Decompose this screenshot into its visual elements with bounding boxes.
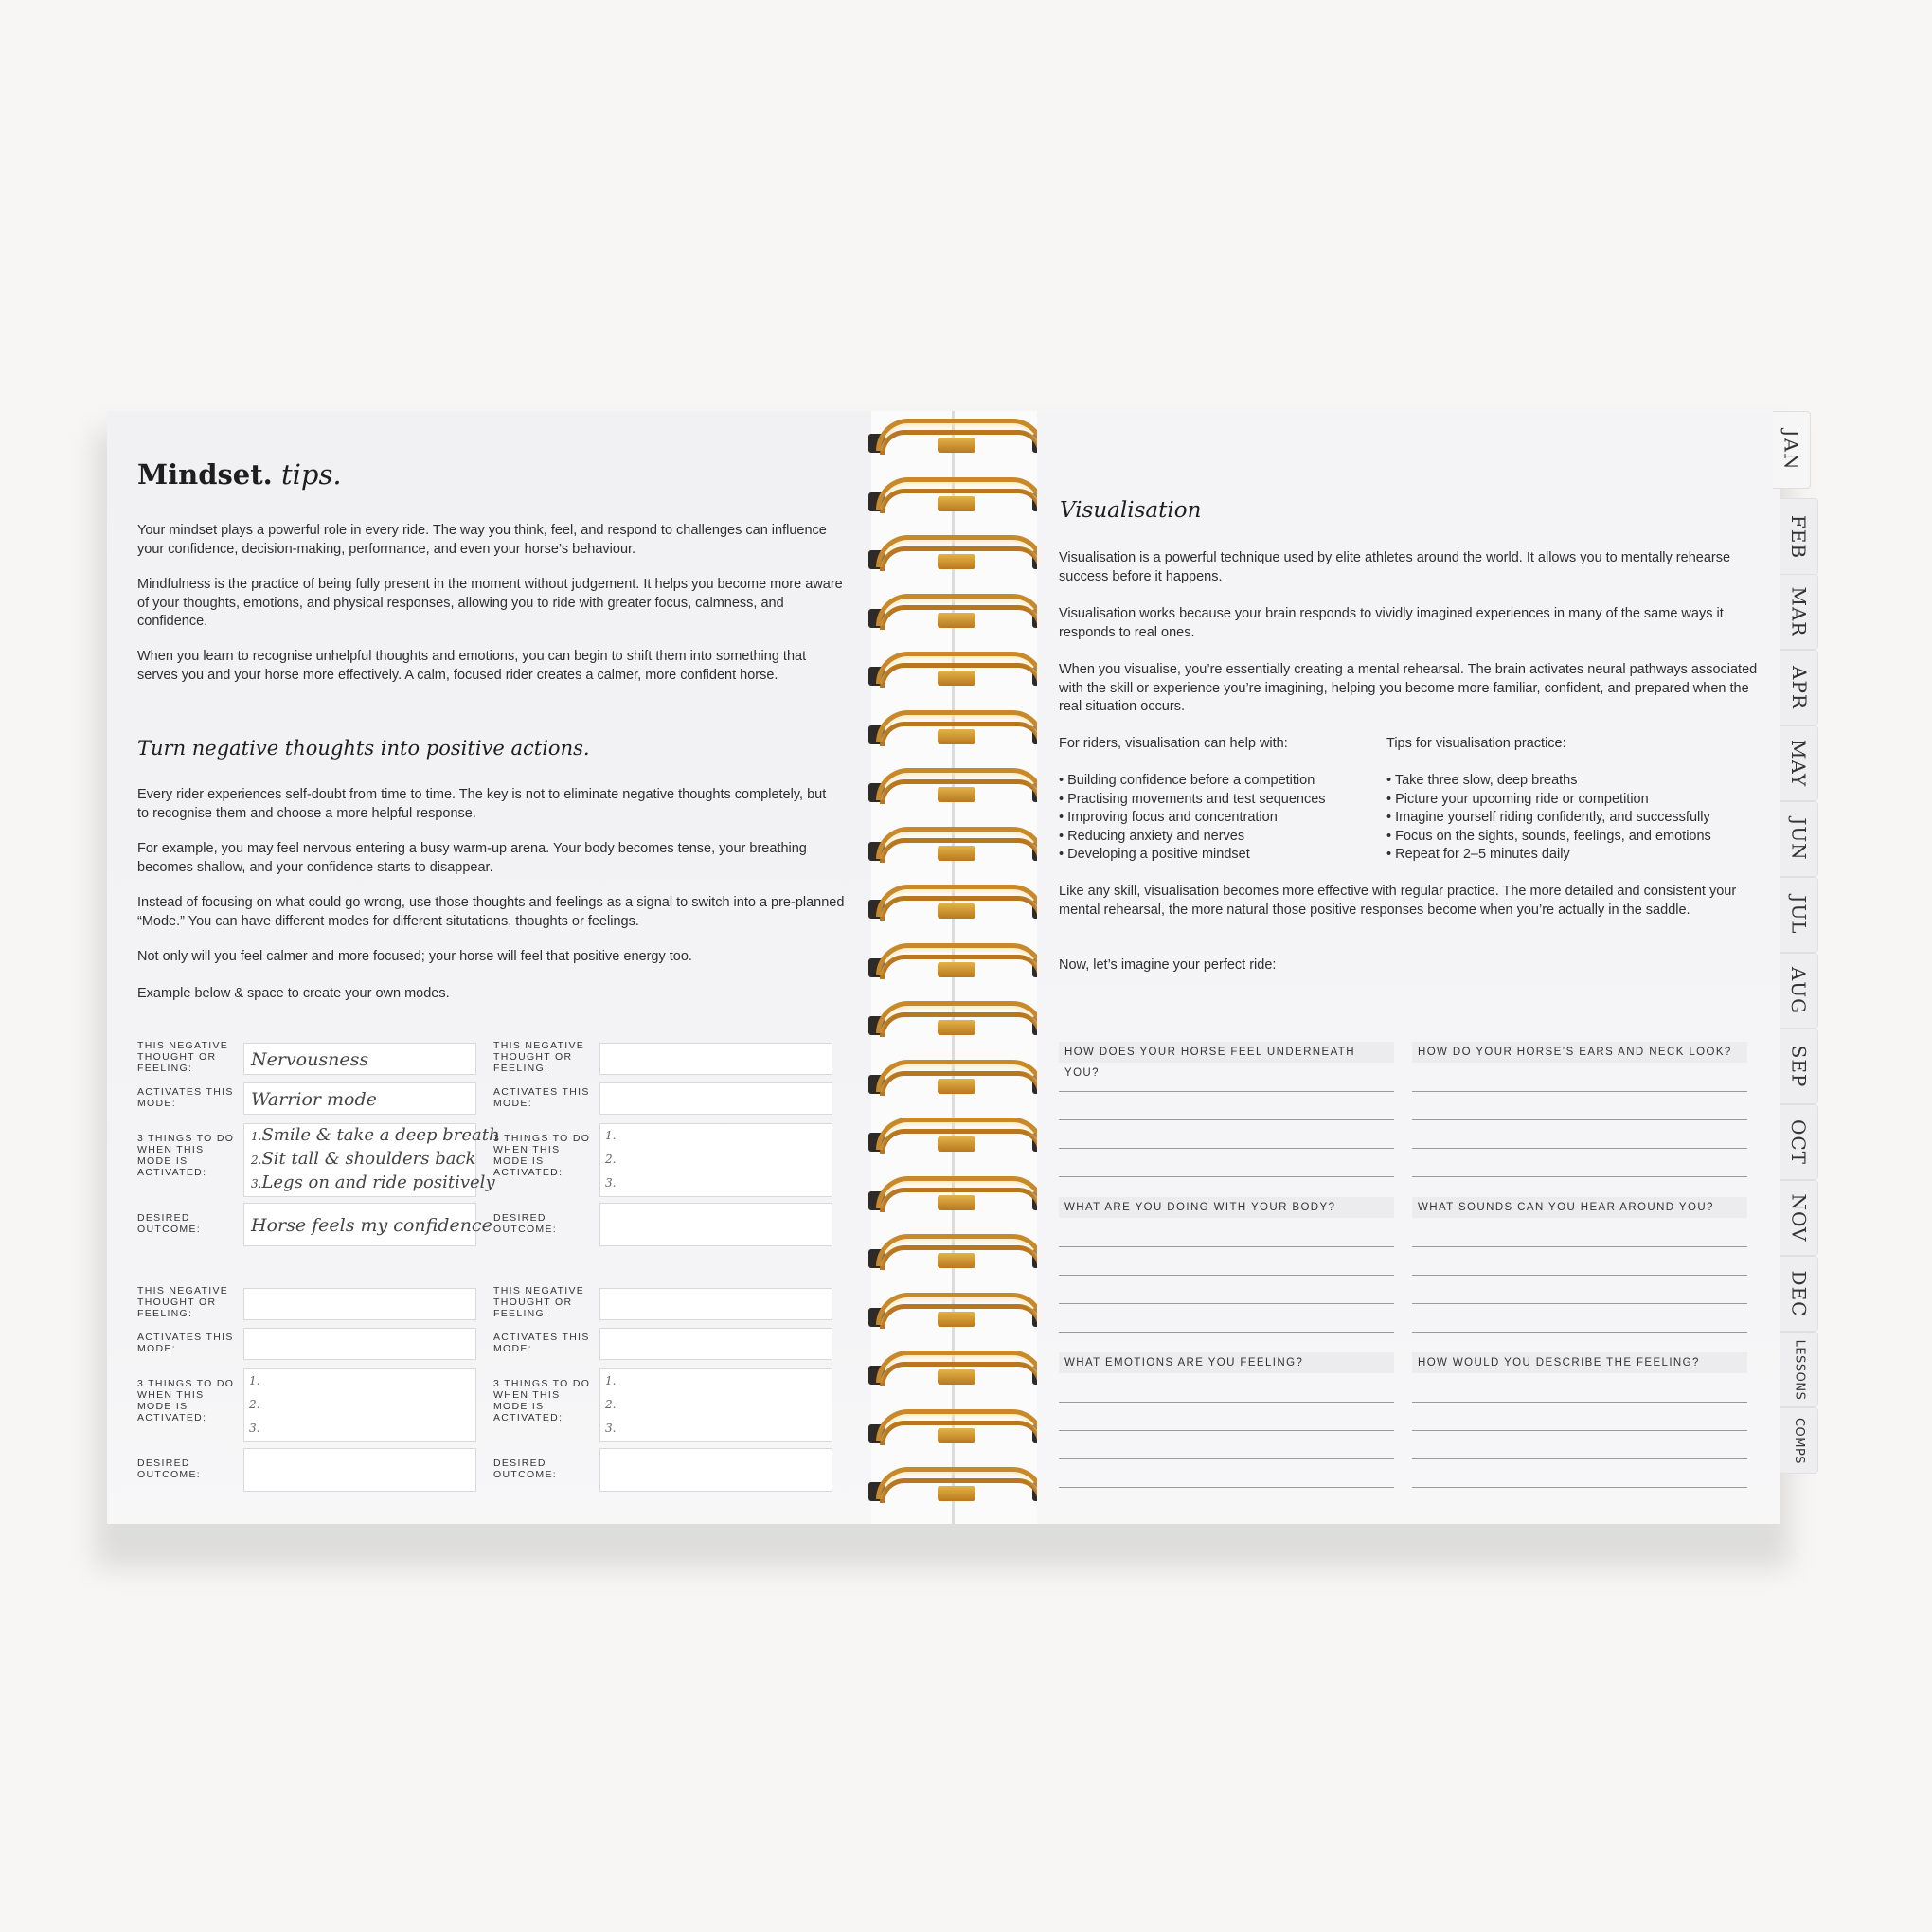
spiral-ring xyxy=(867,1058,1051,1103)
tab-label: OCT xyxy=(1787,1118,1811,1166)
ring-clasp xyxy=(938,1136,975,1152)
page-title: Mindset. tips. xyxy=(137,458,342,491)
answer-line[interactable] xyxy=(1412,1176,1747,1177)
spiral-ring xyxy=(867,592,1051,637)
ring-clasp xyxy=(938,1486,975,1501)
ring-clasp xyxy=(938,903,975,919)
answer-line[interactable] xyxy=(1059,1091,1394,1092)
answer-line[interactable] xyxy=(1412,1091,1747,1092)
body-paragraph-4: Not only will you feel calmer and more focused; your horse will feel that positive energy too. xyxy=(137,949,692,964)
outcome-field[interactable]: Horse feels my confidence xyxy=(243,1203,476,1246)
negative-label: THIS NEGATIVE THOUGHT OR FEELING: xyxy=(493,1285,585,1319)
intro-paragraph-2: Mindfulness is the practice of being fully present in the moment without judgement. It helps you become more aware of your thoughts, emotions, and physical responses, allowing you to ride with greater focus, calmness, and confidence. xyxy=(137,577,843,629)
ring-clasp xyxy=(938,438,975,453)
tab-label: NOV xyxy=(1787,1193,1811,1243)
activates-label: ACTIVATES THIS MODE: xyxy=(137,1332,234,1354)
answer-line[interactable] xyxy=(1059,1458,1394,1459)
body-paragraph-3: Instead of focusing on what could go wrong, use those thoughts and feelings as a signal to switch into a pre-planned “Mode.” You can have different modes for different situtations, thoughts or feelings. xyxy=(137,895,845,929)
spiral-ring xyxy=(867,1174,1051,1220)
body-paragraph-5: Example below & space to create your own modes. xyxy=(137,986,450,1001)
tab-feb[interactable] xyxy=(1780,498,1818,576)
vis-paragraph-3: When you visualise, you’re essentially creating a mental rehearsal. The brain activates neural pathways associated with the skill or experience you’re imagining, helping you become more familiar, confident, and prepared when the real situation occurs. xyxy=(1059,662,1758,714)
ring-clasp xyxy=(938,846,975,861)
question-label: WHAT SOUNDS CAN YOU HEAR AROUND YOU? xyxy=(1412,1197,1747,1218)
number-3: 3. xyxy=(605,1176,617,1190)
answer-line[interactable] xyxy=(1059,1332,1394,1333)
spiral-ring xyxy=(867,883,1051,928)
answer-line[interactable] xyxy=(1059,1275,1394,1276)
three-things-label: 3 THINGS TO DO WHEN THIS MODE IS ACTIVATED: xyxy=(493,1378,591,1423)
tab-label: MAR xyxy=(1787,586,1811,637)
tips-item: • Focus on the sights, sounds, feelings, and emotions xyxy=(1386,829,1711,844)
number-1: 1. xyxy=(249,1374,260,1387)
subheading: Turn negative thoughts into positive actions. xyxy=(137,737,590,760)
tips-item: • Repeat for 2–5 minutes daily xyxy=(1386,847,1570,862)
help-item: • Building confidence before a competition xyxy=(1059,773,1315,788)
answer-line[interactable] xyxy=(1412,1303,1747,1304)
three-things-field[interactable] xyxy=(243,1368,476,1442)
tab-label: JUN xyxy=(1787,817,1811,861)
visualisation-heading: Visualisation xyxy=(1060,498,1202,523)
outcome-field[interactable] xyxy=(243,1448,476,1492)
spiral-ring xyxy=(867,650,1051,695)
answer-line[interactable] xyxy=(1412,1430,1747,1431)
tips-item: • Picture your upcoming ride or competition xyxy=(1386,792,1649,807)
ring-clasp xyxy=(938,496,975,511)
spiral-ring xyxy=(867,475,1051,521)
ring-clasp xyxy=(938,729,975,744)
help-item: • Reducing anxiety and nerves xyxy=(1059,829,1245,844)
answer-line[interactable] xyxy=(1059,1148,1394,1149)
question-label: WHAT ARE YOU DOING WITH YOUR BODY? xyxy=(1059,1197,1394,1218)
tab-label: DEC xyxy=(1787,1270,1811,1317)
answer-line[interactable] xyxy=(1059,1246,1394,1247)
answer-line[interactable] xyxy=(1412,1148,1747,1149)
question-label: HOW WOULD YOU DESCRIBE THE FEELING? xyxy=(1412,1352,1747,1373)
help-heading: For riders, visualisation can help with: xyxy=(1059,736,1288,751)
number-2: 2. xyxy=(605,1398,617,1411)
tab-lessons[interactable] xyxy=(1780,1332,1818,1407)
spiral-ring xyxy=(867,1465,1051,1511)
spiral-ring xyxy=(867,708,1051,754)
vis-paragraph-1: Visualisation is a powerful technique used by elite athletes around the world. It allows you to mentally rehearse success before it happens. xyxy=(1059,550,1731,584)
closing-paragraph: Like any skill, visualisation becomes more effective with regular practice. The more detailed and consistent your mental rehearsal, the more natural those positive responses become when you’re actually in the saddle. xyxy=(1059,884,1737,918)
tab-jan[interactable] xyxy=(1773,411,1811,489)
tab-apr[interactable] xyxy=(1780,650,1818,725)
question-label: HOW DO YOUR HORSE’S EARS AND NECK LOOK? xyxy=(1412,1042,1747,1063)
number-2: 2. xyxy=(249,1398,260,1411)
tips-item: • Imagine yourself riding confidently, and successfully xyxy=(1386,810,1710,825)
mode-field[interactable] xyxy=(243,1328,476,1360)
vis-paragraph-2: Visualisation works because your brain responds to vividly imagined experiences in many of the same ways it responds to real ones. xyxy=(1059,606,1724,640)
spiral-ring xyxy=(867,417,1051,462)
activates-label: ACTIVATES THIS MODE: xyxy=(493,1332,590,1354)
number-3: 3. xyxy=(249,1422,260,1435)
three-things-field[interactable] xyxy=(599,1123,832,1197)
three-things-label: 3 THINGS TO DO WHEN THIS MODE IS ACTIVATED: xyxy=(493,1133,591,1178)
question-label: HOW DOES YOUR HORSE FEEL UNDERNEATH YOU? xyxy=(1059,1042,1394,1063)
spiral-binding xyxy=(867,417,1051,1525)
number-2: 2. xyxy=(605,1153,617,1166)
ring-clasp xyxy=(938,787,975,802)
number-1: 1. xyxy=(605,1129,617,1142)
ring-clasp xyxy=(938,1195,975,1210)
outcome-label: DESIRED OUTCOME: xyxy=(137,1212,201,1235)
intro-paragraph-1: Your mindset plays a powerful role in every ride. The way you think, feel, and respond to challenges can influence your confidence, decision-making, performance, and even your horse’s behaviour. xyxy=(137,523,827,557)
three-things-field[interactable] xyxy=(599,1368,832,1442)
three-things-field[interactable]: 1.Smile & take a deep breath 2.Sit tall & shoulders back 3.Legs on and ride positively xyxy=(243,1123,476,1197)
spiral-ring xyxy=(867,1291,1051,1336)
answer-line[interactable] xyxy=(1412,1332,1747,1333)
negative-field[interactable] xyxy=(599,1288,832,1320)
tab-label: SEP xyxy=(1787,1045,1811,1088)
tab-oct[interactable] xyxy=(1780,1104,1818,1180)
outcome-field[interactable] xyxy=(599,1448,832,1492)
answer-line[interactable] xyxy=(1059,1487,1394,1488)
perfect-ride-prompt: Now, let’s imagine your perfect ride: xyxy=(1059,957,1277,973)
tab-jul[interactable] xyxy=(1780,877,1818,953)
negative-field[interactable]: Nervousness xyxy=(243,1043,476,1075)
ring-clasp xyxy=(938,671,975,686)
spiral-ring xyxy=(867,825,1051,870)
answer-line[interactable] xyxy=(1412,1275,1747,1276)
tips-heading: Tips for visualisation practice: xyxy=(1386,736,1566,751)
negative-label: THIS NEGATIVE THOUGHT OR FEELING: xyxy=(137,1040,229,1074)
tab-label: AUG xyxy=(1787,966,1811,1015)
answer-line[interactable] xyxy=(1412,1402,1747,1403)
negative-field[interactable] xyxy=(243,1288,476,1320)
tab-mar[interactable] xyxy=(1780,574,1818,650)
ring-clasp xyxy=(938,962,975,977)
three-things-label: 3 THINGS TO DO WHEN THIS MODE IS ACTIVATED: xyxy=(137,1378,235,1423)
spiral-ring xyxy=(867,1349,1051,1394)
tips-item: • Take three slow, deep breaths xyxy=(1386,773,1578,788)
tab-may[interactable] xyxy=(1780,725,1818,801)
tab-sep[interactable] xyxy=(1780,1029,1818,1104)
spiral-ring xyxy=(867,533,1051,579)
tab-label: APR xyxy=(1787,666,1811,709)
spiral-ring xyxy=(867,766,1051,812)
outcome-field[interactable] xyxy=(599,1203,832,1246)
ring-clasp xyxy=(938,613,975,628)
answer-line[interactable] xyxy=(1059,1430,1394,1431)
activates-label: ACTIVATES THIS MODE: xyxy=(493,1086,590,1109)
question-label: WHAT EMOTIONS ARE YOU FEELING? xyxy=(1059,1352,1394,1373)
tab-aug[interactable] xyxy=(1780,953,1818,1029)
tab-nov[interactable] xyxy=(1780,1180,1818,1256)
tab-comps[interactable] xyxy=(1780,1407,1818,1474)
tab-label: JUL xyxy=(1787,895,1811,935)
number-3: 3. xyxy=(605,1422,617,1435)
tab-dec[interactable] xyxy=(1780,1256,1818,1332)
spiral-ring xyxy=(867,1232,1051,1278)
mode-field[interactable] xyxy=(599,1328,832,1360)
three-things-label: 3 THINGS TO DO WHEN THIS MODE IS ACTIVATED: xyxy=(137,1133,235,1178)
tab-jun[interactable] xyxy=(1780,801,1818,877)
negative-label: THIS NEGATIVE THOUGHT OR FEELING: xyxy=(493,1040,585,1074)
ring-clasp xyxy=(938,1428,975,1443)
intro-paragraph-3: When you learn to recognise unhelpful thoughts and emotions, you can begin to shift them into something that serves you and your horse more effectively. A calm, focused rider creates a calmer, more confident horse. xyxy=(137,649,807,683)
answer-line[interactable] xyxy=(1059,1303,1394,1304)
answer-line[interactable] xyxy=(1412,1487,1747,1488)
body-paragraph-1: Every rider experiences self-doubt from time to time. The key is not to eliminate negative thoughts completely, but to recognise them and choose a more helpful response. xyxy=(137,787,827,821)
help-item: • Improving focus and concentration xyxy=(1059,810,1278,825)
outcome-label: DESIRED OUTCOME: xyxy=(137,1458,201,1480)
tab-label: MAY xyxy=(1787,739,1811,788)
spiral-ring xyxy=(867,1407,1051,1453)
tab-label: LESSONS xyxy=(1792,1339,1807,1400)
answer-line[interactable] xyxy=(1412,1246,1747,1247)
ring-clasp xyxy=(938,1253,975,1268)
body-paragraph-2: For example, you may feel nervous entering a busy warm-up arena. Your body becomes tense, your breathing becomes shallow, and your confidence starts to disappear. xyxy=(137,841,807,875)
answer-line[interactable] xyxy=(1412,1458,1747,1459)
number-1: 1. xyxy=(605,1374,617,1387)
activates-label: ACTIVATES THIS MODE: xyxy=(137,1086,234,1109)
ring-clasp xyxy=(938,1020,975,1035)
spiral-ring xyxy=(867,999,1051,1045)
outcome-label: DESIRED OUTCOME: xyxy=(493,1212,557,1235)
negative-field[interactable] xyxy=(599,1043,832,1075)
mode-field[interactable] xyxy=(599,1082,832,1115)
ring-clasp xyxy=(938,554,975,569)
tab-label: COMPS xyxy=(1792,1417,1806,1464)
mode-field[interactable]: Warrior mode xyxy=(243,1082,476,1115)
tab-label: JAN xyxy=(1780,429,1803,471)
spiral-ring xyxy=(867,1116,1051,1161)
ring-clasp xyxy=(938,1079,975,1094)
answer-line[interactable] xyxy=(1412,1119,1747,1120)
answer-line[interactable] xyxy=(1059,1402,1394,1403)
help-item: • Practising movements and test sequences xyxy=(1059,792,1326,807)
tab-label: FEB xyxy=(1787,514,1811,560)
answer-line[interactable] xyxy=(1059,1119,1394,1120)
ring-clasp xyxy=(938,1369,975,1385)
ring-clasp xyxy=(938,1312,975,1327)
spiral-ring xyxy=(867,941,1051,987)
help-item: • Developing a positive mindset xyxy=(1059,847,1250,862)
answer-line[interactable] xyxy=(1059,1176,1394,1177)
outcome-label: DESIRED OUTCOME: xyxy=(493,1458,557,1480)
negative-label: THIS NEGATIVE THOUGHT OR FEELING: xyxy=(137,1285,229,1319)
